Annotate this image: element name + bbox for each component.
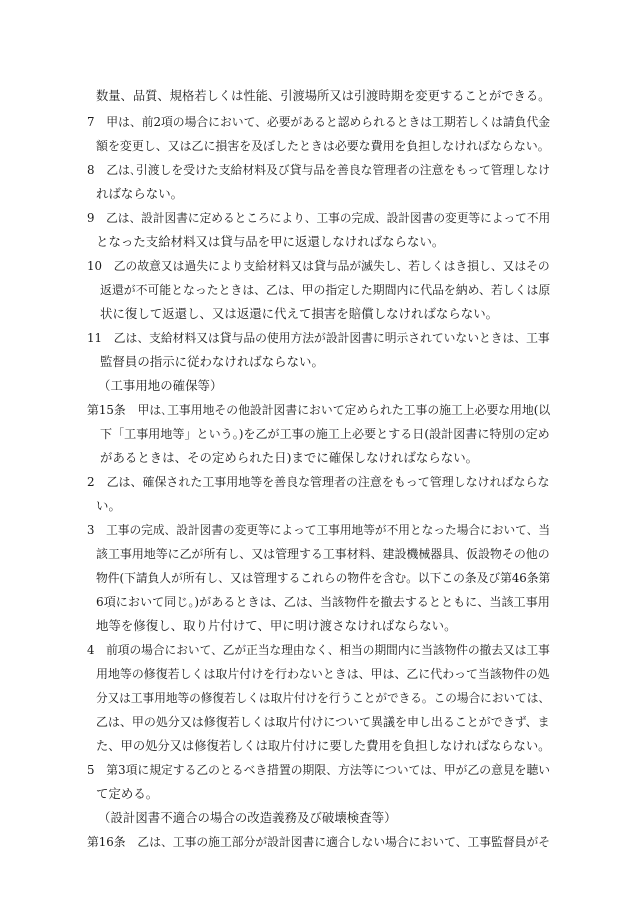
text-line: 6項において同じ。)があるときは、乙は、当該物件を撤去するとともに、当該工事用 xyxy=(96,595,550,609)
text-line: 3 工事の完成、設計図書の変更等によって工事用地等が不用となった場合において、当 xyxy=(87,523,551,537)
text-line: 11 乙は、支給材料又は貸与品の使用方法が設計図書に明示されていないときは、工事 xyxy=(87,331,550,345)
text-line: 4 前項の場合において、乙が正当な理由なく、相当の期間内に当該物件の撤去又は工事 xyxy=(87,643,550,657)
text-line: 8 乙は､引渡しを受けた支給材料及び貸与品を善良な管理者の注意をもって管理しなけ xyxy=(87,163,550,177)
text-line: 用地等の修復若しくは取片付けを行わないときは、甲は、乙に代わって当該物件の処 xyxy=(96,667,550,681)
text-line: 分又は工事用地等の修復若しくは取片付けを行うことができる。この場合においては、 xyxy=(96,691,550,705)
text-line: 7 甲は、前2項の場合において、必要があると認められるときは工期若しくは請負代金 xyxy=(87,115,551,129)
article-15-line: 第15条 甲は､工事用地その他設計図書において定められた工事の施工上必要な用地(以 xyxy=(87,403,551,417)
text-line: 監督員の指示に従わなければならない。 xyxy=(100,354,324,369)
text-line: 10 乙の故意又は過失により支給材料又は貸与品が滅失し、若しくはき損し、又はその xyxy=(87,259,550,273)
text-line: 2 乙は、確保された工事用地等を善良な管理者の注意をもって管理しなければならな xyxy=(87,475,550,489)
text-line: 下「工事用地等」という。)を乙が工事の施工上必要とする日(設計図書に特別の定め xyxy=(100,427,550,441)
text-line: があるときは、その定められた日)までに確保しなければならない。 xyxy=(100,450,479,465)
text-line: 数量、品質、規格若しくは性能、引渡場所又は引渡時期を変更することができる。 xyxy=(96,89,551,103)
section-heading: （工事用地の確保等） xyxy=(98,378,223,393)
text-line: 物件(下請負人が所有し、又は管理するこれらの物件を含む。以下この条及び第46条第 xyxy=(96,571,551,585)
text-line: 地等を修復し、取り片付けて、甲に明け渡さなければならない。 xyxy=(96,618,457,633)
text-line: た、甲の処分又は修復若しくは取片付けに要した費用を負担しなければならない。 xyxy=(96,739,551,753)
text-line: い。 xyxy=(96,498,121,513)
text-line: 乙は、甲の処分又は修復若しくは取片付けについて異議を申し出ることができず、ま xyxy=(96,715,550,729)
text-line: となった支給材料又は貸与品を甲に返還しなければならない。 xyxy=(96,234,445,249)
text-line: 状に復して返還し、又は返還に代えて損害を賠償しなければならない。 xyxy=(100,306,499,321)
text-line: て定める。 xyxy=(96,786,159,801)
text-line: ればならない。 xyxy=(96,186,184,201)
text-line: 返還が不可能となったときは、乙は、甲の指定した期間内に代品を納め、若しくは原 xyxy=(100,283,551,297)
text-line: 該工事用地等に乙が所有し、又は管理する工事材料、建設機械器具、仮設物その他の xyxy=(96,547,550,561)
text-line: 5 第3項に規定する乙のとるべき措置の期限、方法等については、甲が乙の意見を聴い xyxy=(87,763,551,777)
article-16-line: 第16条 乙は、工事の施工部分が設計図書に適合しない場合において、工事監督員がそ xyxy=(87,835,551,849)
section-heading: （設計図書不適合の場合の改造義務及び破壊検査等） xyxy=(98,810,397,825)
text-line: 9 乙は、設計図書に定めるところにより、工事の完成、設計図書の変更等によって不用 xyxy=(87,211,551,225)
text-line: 額を変更し、又は乙に損害を及ぼしたときは必要な費用を負担しなければならない。 xyxy=(96,139,550,153)
